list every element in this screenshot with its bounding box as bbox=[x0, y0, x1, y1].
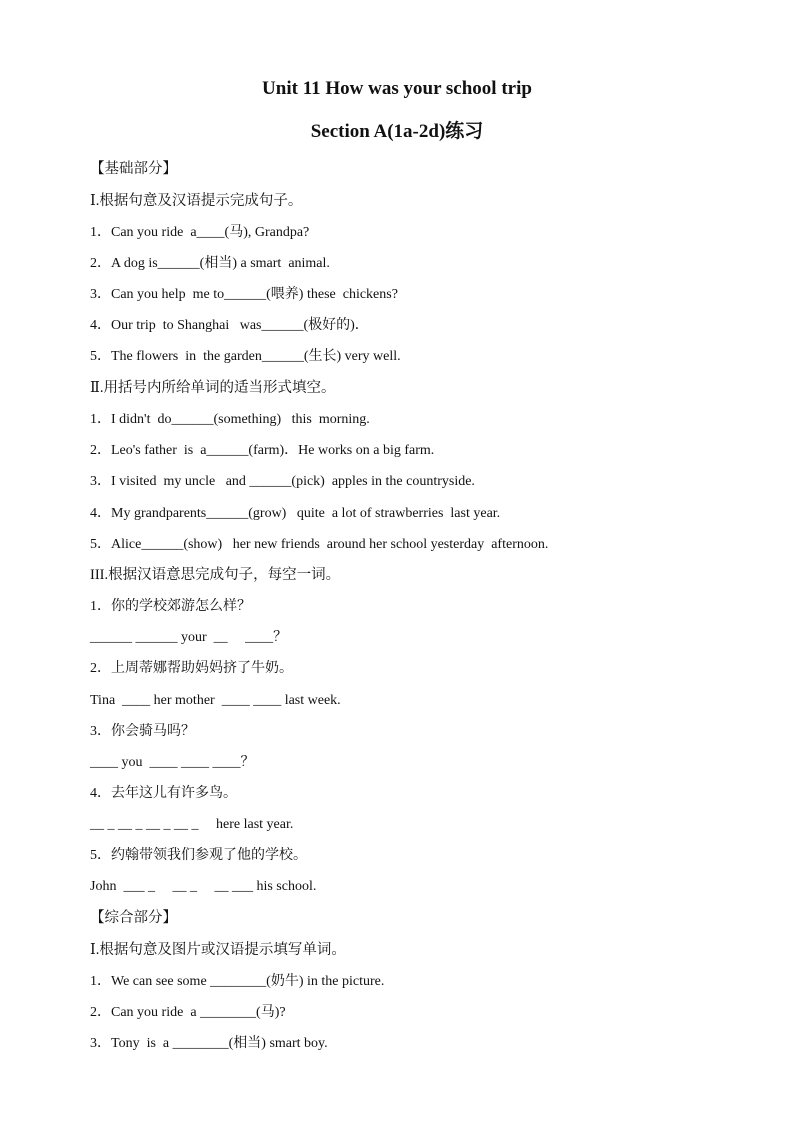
page-subtitle: Section A(1a-2d)练习 bbox=[310, 121, 484, 142]
comprehensive-section-header: 【综合部分】 bbox=[90, 910, 177, 926]
comp-section-1-header: Ⅰ.根据句意及图片或汉语提示填写单词。 bbox=[90, 942, 346, 958]
s3-item-1-blanks: ______ ______ your __ ____？ bbox=[90, 630, 288, 645]
c1-item-2: 2．Can you ride a ________(马)? bbox=[90, 1005, 286, 1020]
s3-item-2-prompt: 2．上周蒂娜帮助妈妈挤了牛奶。 bbox=[90, 661, 293, 676]
section-1-header: Ⅰ.根据句意及汉语提示完成句子。 bbox=[90, 193, 303, 209]
s1-item-1: 1．Can you ride a____(马), Grandpa? bbox=[90, 225, 310, 240]
s2-item-2: 2．Leo's father is a______(farm)．He works on a big farm. bbox=[90, 443, 435, 458]
s3-item-3-prompt: 3．你会骑马吗？ bbox=[90, 724, 195, 739]
s3-item-1-prompt: 1．你的学校郊游怎么样？ bbox=[90, 599, 251, 614]
s1-item-5: 5．The flowers in the garden______(生长) very well. bbox=[90, 349, 401, 364]
s3-item-5-prompt: 5．约翰带领我们参观了他的学校。 bbox=[90, 848, 307, 863]
c1-item-1: 1．We can see some ________(奶牛) in the picture. bbox=[90, 974, 385, 989]
page-title: Unit 11 How was your school trip bbox=[262, 78, 532, 99]
s1-item-4: 4．Our trip to Shanghai was______(极好的)． bbox=[90, 318, 369, 333]
basic-section-header: 【基础部分】 bbox=[90, 161, 177, 177]
s1-item-3: 3．Can you help me to______(喂养) these chickens? bbox=[90, 287, 398, 302]
s2-item-4: 4．My grandparents______(grow) quite a lot of strawberries last year. bbox=[90, 506, 501, 521]
s1-item-2: 2．A dog is______(相当) a smart animal. bbox=[90, 256, 330, 271]
section-2-header: Ⅱ.用括号内所给单词的适当形式填空。 bbox=[90, 380, 336, 396]
s2-item-3: 3．I visited my uncle and ______(pick) apples in the countryside. bbox=[90, 474, 475, 489]
s3-item-3-blanks: ____ you ____ ____ ____？ bbox=[90, 755, 255, 770]
s3-item-2-blanks: Tina ____ her mother ____ ____ last week. bbox=[90, 693, 341, 708]
section-3-header: III.根据汉语意思完成句子，每空一词。 bbox=[90, 567, 341, 583]
s2-item-5: 5．Alice______(show) her new friends around her school yesterday afternoon. bbox=[90, 537, 549, 552]
s2-item-1: 1．I didn't do______(something) this morning. bbox=[90, 412, 370, 427]
s3-item-5-blanks: John ___ _ __ _ __ ___ his school. bbox=[90, 879, 317, 894]
c1-item-3: 3．Tony is a ________(相当) smart boy. bbox=[90, 1036, 328, 1051]
s3-item-4-prompt: 4．去年这儿有许多鸟。 bbox=[90, 786, 237, 801]
s3-item-4-blanks: __ _ __ _ __ _ __ _ here last year. bbox=[90, 817, 294, 832]
